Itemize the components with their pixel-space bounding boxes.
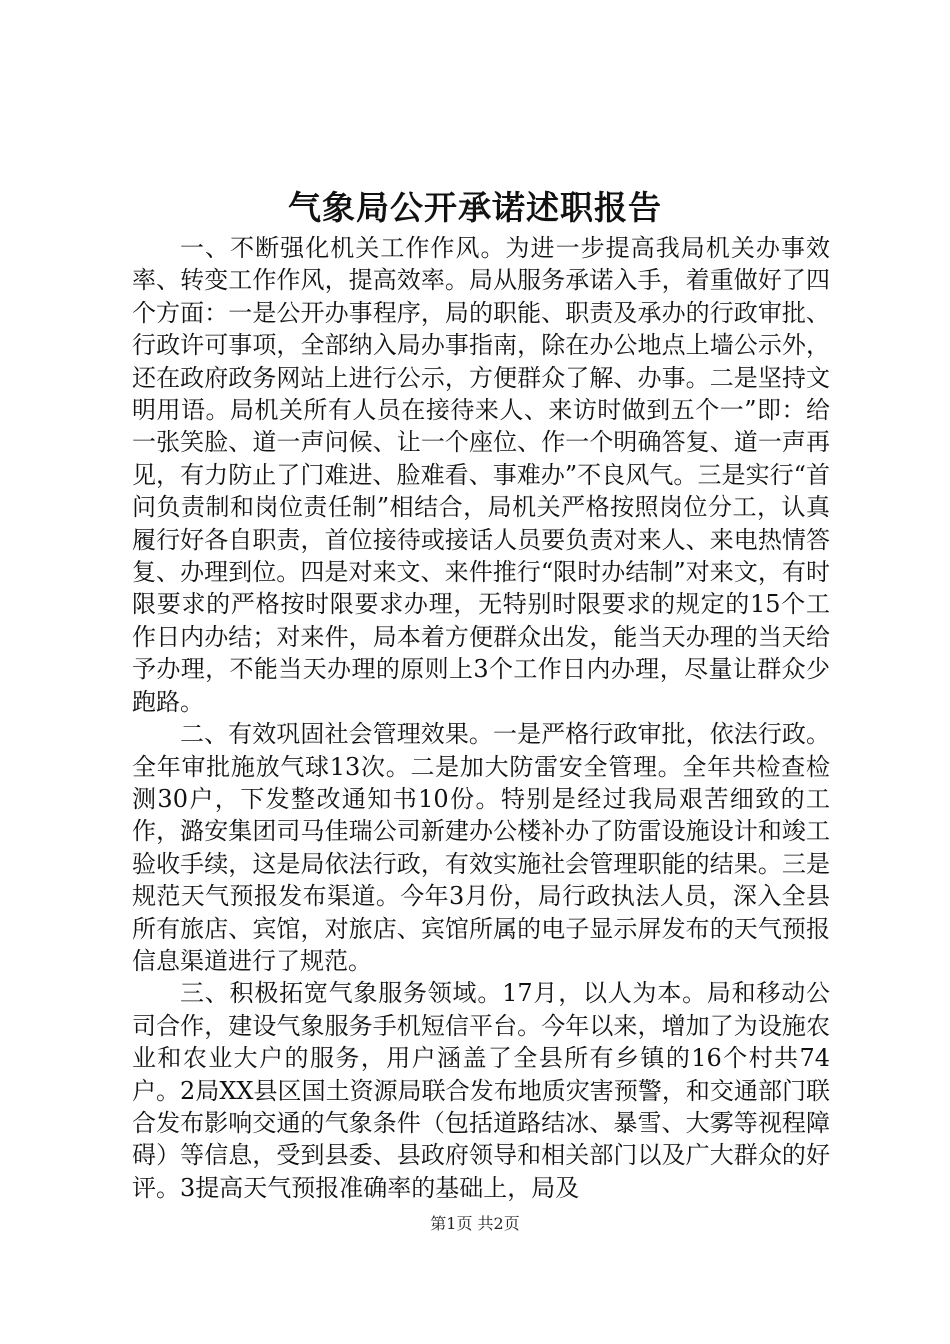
page-number-footer: 第1页 共2页 xyxy=(430,1214,520,1233)
document-title: 气象局公开承诺述职报告 xyxy=(288,188,662,227)
document-body xyxy=(132,232,830,1204)
paragraph-3: 三、积极拓宽气象服务领域。17月，以人为本。局和移动公司合作，建设气象服务手机短信平台。今年以来，增加了为设施农业和农业大户的服务，用户涵盖了全县所有乡镇的16个村共74户。2局XX县区国土资源局联合发布地质灾害预警，和交通部门联合发布影响交通的气象条件（包括道路结冰、暴雪、大雾等视程障碍）等信息，受到县委、县政府领导和相关部门以及广大群众的好评。3提高天气预报准确率的基础上，局及 xyxy=(132,979,830,1202)
paragraph-1: 一、不断强化机关工作作风。为进一步提高我局机关办事效率、转变工作作风，提高效率。局从服务承诺入手，着重做好了四个方面：一是公开办事程序，局的职能、职责及承办的行政审批、行政许可事项，全部纳入局办事指南，除在办公地点上墙公示外，还在政府政务网站上进行公示，方便群众了解、办事。二是坚持文明用语。局机关所有人员在接待来人、来访时做到五个一”即：给一张笑脸、道一声问候、让一个座位、作一个明确答复、道一声再见，有力防止了门难进、脸难看、事难办”不良风气。三是实行“首问负责制和岗位责任制”相结合，局机关严格按照岗位分工，认真履行好各自职责，首位接待或接话人员要负责对来人、来电热情答复、办理到位。四是对来文、来件推行“限时办结制”对来文，有时限要求的严格按时限要求办理，无特别时限要求的规定的15个工作日内办结；对来件，局本着方便群众出发，能当天办理的当天给予办理，不能当天办理的原则上3个工作日内办理，尽量让群众少跑路。 xyxy=(132,234,830,716)
paragraph-2: 二、有效巩固社会管理效果。一是严格行政审批，依法行政。全年审批施放气球13次。二是加大防雷安全管理。全年共检查检测30户，下发整改通知书10份。特别是经过我局艰苦细致的工作，潞安集团司马佳瑞公司新建办公楼补办了防雷设施设计和竣工验收手续，这是局依法行政，有效实施社会管理职能的结果。三是规范天气预报发布渠道。今年3月份，局行政执法人员，深入全县所有旅店、宾馆，对旅店、宾馆所属的电子显示屏发布的天气预报信息渠道进行了规范。 xyxy=(132,720,830,975)
